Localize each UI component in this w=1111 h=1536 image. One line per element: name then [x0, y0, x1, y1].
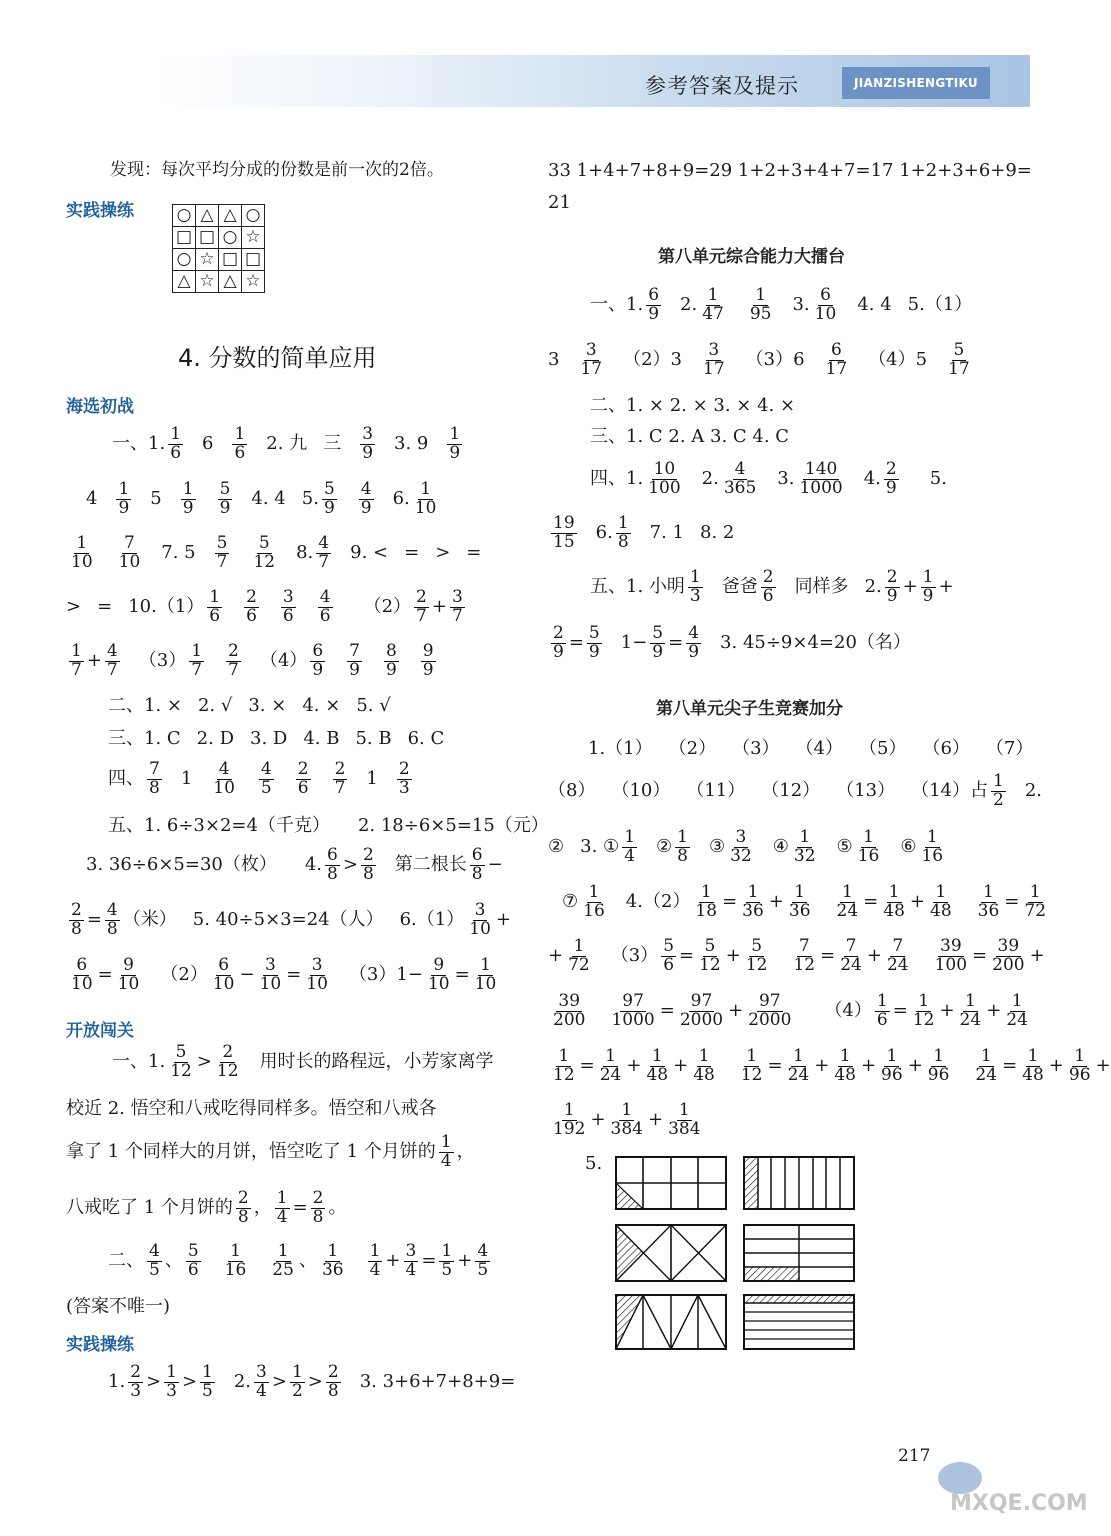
grid-cell: △	[173, 271, 196, 293]
note-text: (答案不唯一)	[66, 1296, 171, 1317]
grid-cell: ☆	[196, 249, 219, 271]
answer-line: 4 1 9 5 1 9 5 9 4. 4 5. 5 9 4 9 6. 1 10	[86, 479, 437, 518]
answer-text: 三、1. C 2. A 3. C 4. C	[590, 426, 790, 447]
answer-line: ② 3. ① 1 4 ② 1 8 ③ 3 32 ④ 1 32 ⑤ 1 16 ⑥ 1 16	[548, 827, 944, 866]
answer-line: 3. 36÷6×5=30（枚） 4. 6 8 > 2 8 第二根长 6 8 −	[86, 845, 503, 884]
shape-grid	[172, 204, 265, 293]
answer-line: ⑦ 1 16 4.（2） 1 18 = 1 36 + 1 36 1 24 = 1 48 + 1 48 1 36 = 1 72	[562, 882, 1047, 921]
diagram-vertical-strips	[744, 1157, 854, 1209]
grid-cell: ☆	[242, 271, 265, 293]
answer-line: 2 9 = 5 9 1− 5 9 = 4 9 3. 45÷9×4=20（名）	[553, 623, 911, 662]
kaifang-heading: 开放闯关	[66, 1021, 134, 1041]
page-number: 217	[898, 1446, 931, 1466]
practice-heading-1: 实践操练	[66, 201, 134, 221]
grid-cell: △	[196, 205, 219, 227]
answer-line: 1.（1） （2） （3） （4） （5） （6） （7）	[588, 738, 1034, 759]
grid-cell: ☆	[242, 227, 265, 249]
answer-label: 5.	[585, 1153, 603, 1174]
contest-title: 第八单元尖子生竞赛加分	[656, 699, 843, 719]
answer-line: 一、1. 1 6 6 1 6 2. 九 三 3 9 3. 9 1 9	[112, 424, 461, 463]
answer-line: 1 192 + 1 384 + 1 384	[553, 1100, 701, 1139]
diagram-horizontal-strips	[744, 1225, 854, 1281]
answer-line: 二、 4 5 、 5 6 1 16 1 25 、 1 36 1 4 + 3 4 = 1 5 + 4 5	[108, 1241, 489, 1280]
answer-line: 五、1. 6÷3×2=4（千克） 2. 18÷6×5=15（元）	[108, 815, 549, 836]
answer-text: 校近 2. 悟空和八戒吃得同样多。悟空和八戒各	[66, 1098, 437, 1119]
unit8-title: 第八单元综合能力大擂台	[658, 247, 845, 267]
grid-cell: □	[173, 227, 196, 249]
grid-cell: △	[219, 205, 242, 227]
answer-line: 2 8 = 4 8 （米） 5. 40÷5×3=24（人） 6.（1） 3 10 +	[71, 900, 511, 939]
answer-line: 1 12 = 1 24 + 1 48 + 1 48 1 12 = 1 24 + 1 48 + 1 96 + 1 96 1 24 = 1 48 + 1 96 +	[553, 1046, 1111, 1085]
grid-cell: ○	[219, 227, 242, 249]
header-title: 参考答案及提示	[645, 74, 799, 98]
answer-line: 1 7 + 4 7 （3） 1 7 2 7 （4） 6 9 7 9 8 9 9 9	[71, 641, 434, 680]
grid-cell: ○	[242, 205, 265, 227]
practice-heading-2: 实践操练	[66, 1335, 134, 1355]
diagram-rect-grid	[616, 1157, 726, 1209]
answer-text: 二、1. × 2. × 3. × 4. ×	[590, 395, 796, 416]
svg-text:MXQE.COM: MXQE.COM	[950, 1491, 1088, 1516]
answer-line: 一、1. 5 12 > 2 12 用时长的路程远，小芳家离学	[112, 1042, 494, 1081]
watermark-logo	[930, 1438, 1088, 1528]
answer-line: 1. 2 3 > 1 3 > 1 5 2. 3 4 > 1 2 > 2 8 3. 3+6+7+8+9=	[108, 1362, 516, 1401]
grid-cell: □	[242, 249, 265, 271]
grid-cell: ☆	[196, 271, 219, 293]
grid-cell: ○	[173, 205, 196, 227]
answer-line: 四、1. 10 100 2. 4 365 3. 140 1000 4. 2 9 5.	[590, 459, 947, 498]
answer-line: 39 200 97 1000 = 97 2000 + 97 2000 （4） 1 6 = 1 12 + 1 24 + 1 24	[553, 991, 1028, 1030]
diagram-diagonals	[616, 1225, 726, 1281]
answer-line: 一、1. 6 9 2. 1 47 1 95 3. 6 10 4. 4 5.（1）	[590, 285, 973, 324]
header-tag: JIANZISHENGTIKU	[842, 67, 990, 99]
grid-cell: △	[219, 271, 242, 293]
answer-text: 33 1+4+7+8+9=29 1+2+3+4+7=17 1+2+3+6+9=	[548, 160, 1032, 181]
diagram-rows	[744, 1295, 854, 1349]
answer-line: 3 3 17 （2）3 3 17 （3）6 6 17 （4）5 5 17	[548, 340, 970, 379]
answer-line: 八戒吃了 1 个月饼的 2 8 ， 1 4 = 2 8 。	[66, 1188, 347, 1227]
answer-line: 五、1. 小明 1 3 爸爸 2 6 同样多 2. 2 9 + 1 9 +	[590, 567, 954, 606]
answer-text: 拿了 1 个同样大的月饼，悟空吃了 1 个月饼的	[66, 1141, 436, 1163]
fraction-diagrams	[610, 1155, 860, 1355]
answer-text: 21	[548, 192, 571, 213]
answer-line: 拿了 1 个同样大的月饼，悟空吃了 1 个月饼的 1 4 ，	[66, 1132, 475, 1171]
answer-line: 6 10 = 9 10 （2） 6 10 − 3 10 = 3 10 （3）1− 9 10 = 1 10	[71, 955, 497, 994]
grid-cell: ○	[173, 249, 196, 271]
answer-line: 1 10 7 10 7. 5 5 7 5 12 8. 4 7 9. < = > =	[71, 533, 482, 572]
answer-line: 19 15 6. 1 8 7. 1 8. 2	[553, 513, 735, 552]
diagram-triangles	[616, 1295, 726, 1349]
answer-text: 用时长的路程远，小芳家离学	[259, 1051, 494, 1073]
section-title: 4. 分数的简单应用	[178, 344, 377, 372]
answer-line: + 1 72 （3） 5 6 = 5 12 + 5 12 7 12 = 7 24 + 7 24 39 100 = 39 200 +	[548, 936, 1045, 975]
answer-text: 八戒吃了 1 个月饼的	[66, 1197, 233, 1219]
answer-line: 四、 7 8 1 4 10 4 5 2 6 2 7 1 2 3	[108, 759, 410, 798]
grid-cell: □	[196, 227, 219, 249]
answer-line: 三、1. C 2. D 3. D 4. B 5. B 6. C	[108, 728, 445, 749]
grid-cell: □	[219, 249, 242, 271]
discovery-text: 发现：每次平均分成的份数是前一次的2倍。	[110, 160, 444, 180]
answer-line: （8） （10） （11） （12） （13） （14）占 1 2 2.	[548, 771, 1042, 810]
answer-line: > = 10.（1） 1 6 2 6 3 6 4 6 （2） 2 7 + 3 7	[66, 587, 463, 626]
answer-line: 二、1. × 2. √ 3. × 4. × 5. √	[108, 695, 391, 716]
haixuan-heading: 海选初战	[66, 397, 134, 417]
